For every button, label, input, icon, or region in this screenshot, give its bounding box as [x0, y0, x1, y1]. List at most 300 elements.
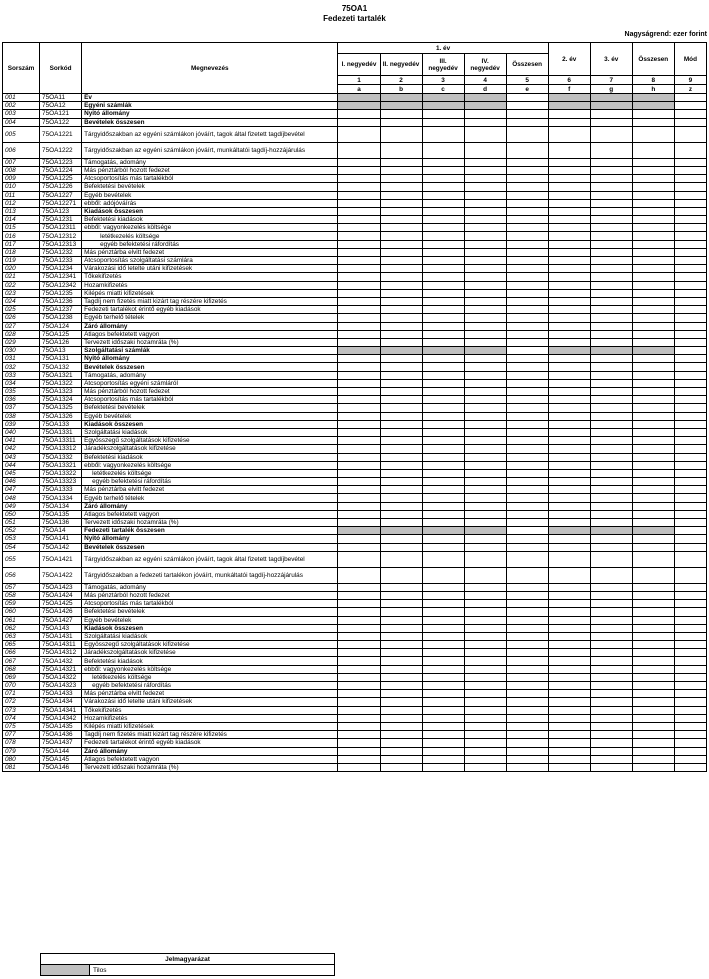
cell-value[interactable]	[338, 224, 380, 232]
cell-value[interactable]	[632, 624, 674, 632]
cell-value[interactable]	[422, 657, 464, 665]
cell-value[interactable]	[338, 322, 380, 330]
cell-value[interactable]	[548, 755, 590, 763]
cell-value[interactable]	[422, 396, 464, 404]
cell-value[interactable]	[674, 641, 706, 649]
cell-value[interactable]	[506, 428, 548, 436]
cell-value[interactable]	[422, 437, 464, 445]
cell-value[interactable]	[506, 371, 548, 379]
cell-value[interactable]	[338, 158, 380, 166]
cell-value[interactable]	[464, 519, 506, 527]
cell-value[interactable]	[422, 232, 464, 240]
cell-value[interactable]	[338, 445, 380, 453]
cell-value[interactable]	[506, 527, 548, 535]
cell-value[interactable]	[548, 453, 590, 461]
cell-value[interactable]	[464, 420, 506, 428]
cell-value[interactable]	[380, 747, 422, 755]
cell-value[interactable]	[380, 494, 422, 502]
cell-value[interactable]	[632, 355, 674, 363]
cell-value[interactable]	[380, 314, 422, 322]
cell-value[interactable]	[380, 412, 422, 420]
cell-value[interactable]	[590, 739, 632, 747]
cell-value[interactable]	[464, 706, 506, 714]
cell-value[interactable]	[380, 183, 422, 191]
cell-value[interactable]	[506, 616, 548, 624]
cell-value[interactable]	[632, 207, 674, 215]
cell-value[interactable]	[548, 412, 590, 420]
cell-value[interactable]	[380, 224, 422, 232]
cell-value[interactable]	[422, 665, 464, 673]
cell-value[interactable]	[548, 551, 590, 567]
cell-value[interactable]	[590, 714, 632, 722]
cell-value[interactable]	[632, 306, 674, 314]
cell-value[interactable]	[590, 158, 632, 166]
cell-value[interactable]	[380, 338, 422, 346]
cell-value[interactable]	[506, 102, 548, 110]
cell-value[interactable]	[380, 445, 422, 453]
cell-value[interactable]	[548, 322, 590, 330]
cell-value[interactable]	[632, 616, 674, 624]
cell-value[interactable]	[548, 396, 590, 404]
cell-value[interactable]	[548, 543, 590, 551]
cell-value[interactable]	[338, 714, 380, 722]
cell-value[interactable]	[464, 404, 506, 412]
cell-value[interactable]	[590, 224, 632, 232]
cell-value[interactable]	[380, 535, 422, 543]
cell-value[interactable]	[422, 224, 464, 232]
cell-value[interactable]	[338, 388, 380, 396]
cell-value[interactable]	[380, 641, 422, 649]
cell-value[interactable]	[674, 469, 706, 477]
cell-value[interactable]	[422, 510, 464, 518]
cell-value[interactable]	[548, 665, 590, 673]
cell-value[interactable]	[548, 747, 590, 755]
cell-value[interactable]	[674, 396, 706, 404]
cell-value[interactable]	[422, 731, 464, 739]
cell-value[interactable]	[338, 420, 380, 428]
cell-value[interactable]	[380, 591, 422, 599]
cell-value[interactable]	[464, 437, 506, 445]
cell-value[interactable]	[632, 248, 674, 256]
cell-value[interactable]	[506, 396, 548, 404]
cell-value[interactable]	[590, 722, 632, 730]
cell-value[interactable]	[380, 257, 422, 265]
cell-value[interactable]	[338, 297, 380, 305]
cell-value[interactable]	[380, 175, 422, 183]
cell-value[interactable]	[338, 175, 380, 183]
cell-value[interactable]	[590, 363, 632, 371]
cell-value[interactable]	[590, 641, 632, 649]
cell-value[interactable]	[506, 412, 548, 420]
cell-value[interactable]	[548, 306, 590, 314]
cell-value[interactable]	[590, 486, 632, 494]
cell-value[interactable]	[380, 600, 422, 608]
cell-value[interactable]	[674, 412, 706, 420]
cell-value[interactable]	[674, 297, 706, 305]
cell-value[interactable]	[674, 543, 706, 551]
cell-value[interactable]	[548, 363, 590, 371]
cell-value[interactable]	[674, 199, 706, 207]
cell-value[interactable]	[506, 608, 548, 616]
cell-value[interactable]	[338, 600, 380, 608]
cell-value[interactable]	[464, 371, 506, 379]
cell-value[interactable]	[548, 469, 590, 477]
cell-value[interactable]	[464, 698, 506, 706]
cell-value[interactable]	[506, 624, 548, 632]
cell-value[interactable]	[380, 731, 422, 739]
cell-value[interactable]	[380, 453, 422, 461]
cell-value[interactable]	[590, 110, 632, 118]
cell-value[interactable]	[380, 673, 422, 681]
cell-value[interactable]	[632, 747, 674, 755]
cell-value[interactable]	[464, 126, 506, 142]
cell-value[interactable]	[674, 338, 706, 346]
cell-value[interactable]	[380, 232, 422, 240]
cell-value[interactable]	[338, 363, 380, 371]
cell-value[interactable]	[590, 289, 632, 297]
cell-value[interactable]	[632, 232, 674, 240]
cell-value[interactable]	[506, 265, 548, 273]
cell-value[interactable]	[422, 649, 464, 657]
cell-value[interactable]	[464, 714, 506, 722]
cell-value[interactable]	[506, 502, 548, 510]
cell-value[interactable]	[674, 102, 706, 110]
cell-value[interactable]	[506, 322, 548, 330]
cell-value[interactable]	[506, 747, 548, 755]
cell-value[interactable]	[548, 731, 590, 739]
cell-value[interactable]	[506, 388, 548, 396]
cell-value[interactable]	[464, 739, 506, 747]
cell-value[interactable]	[422, 314, 464, 322]
cell-value[interactable]	[380, 142, 422, 158]
cell-value[interactable]	[506, 158, 548, 166]
cell-value[interactable]	[338, 248, 380, 256]
cell-value[interactable]	[380, 110, 422, 118]
cell-value[interactable]	[674, 657, 706, 665]
cell-value[interactable]	[464, 428, 506, 436]
cell-value[interactable]	[506, 657, 548, 665]
cell-value[interactable]	[632, 338, 674, 346]
cell-value[interactable]	[506, 486, 548, 494]
cell-value[interactable]	[506, 690, 548, 698]
cell-value[interactable]	[422, 535, 464, 543]
cell-value[interactable]	[632, 665, 674, 673]
cell-value[interactable]	[422, 494, 464, 502]
cell-value[interactable]	[548, 690, 590, 698]
cell-value[interactable]	[422, 199, 464, 207]
cell-value[interactable]	[380, 722, 422, 730]
cell-value[interactable]	[422, 567, 464, 583]
cell-value[interactable]	[590, 632, 632, 640]
cell-value[interactable]	[674, 502, 706, 510]
cell-value[interactable]	[422, 158, 464, 166]
cell-value[interactable]	[590, 281, 632, 289]
cell-value[interactable]	[506, 461, 548, 469]
cell-value[interactable]	[548, 502, 590, 510]
cell-value[interactable]	[338, 453, 380, 461]
cell-value[interactable]	[632, 199, 674, 207]
cell-value[interactable]	[506, 94, 548, 102]
cell-value[interactable]	[380, 289, 422, 297]
cell-value[interactable]	[632, 191, 674, 199]
cell-value[interactable]	[674, 248, 706, 256]
cell-value[interactable]	[380, 624, 422, 632]
cell-value[interactable]	[674, 404, 706, 412]
cell-value[interactable]	[632, 110, 674, 118]
cell-value[interactable]	[338, 338, 380, 346]
cell-value[interactable]	[380, 486, 422, 494]
cell-value[interactable]	[548, 314, 590, 322]
cell-value[interactable]	[632, 240, 674, 248]
cell-value[interactable]	[422, 690, 464, 698]
cell-value[interactable]	[590, 747, 632, 755]
cell-value[interactable]	[464, 469, 506, 477]
cell-value[interactable]	[338, 649, 380, 657]
cell-value[interactable]	[338, 478, 380, 486]
cell-value[interactable]	[590, 461, 632, 469]
cell-value[interactable]	[464, 273, 506, 281]
cell-value[interactable]	[632, 363, 674, 371]
cell-value[interactable]	[506, 232, 548, 240]
cell-value[interactable]	[674, 126, 706, 142]
cell-value[interactable]	[464, 486, 506, 494]
cell-value[interactable]	[506, 722, 548, 730]
cell-value[interactable]	[338, 240, 380, 248]
cell-value[interactable]	[632, 388, 674, 396]
cell-value[interactable]	[674, 232, 706, 240]
cell-value[interactable]	[464, 412, 506, 420]
cell-value[interactable]	[464, 265, 506, 273]
cell-value[interactable]	[590, 469, 632, 477]
cell-value[interactable]	[464, 142, 506, 158]
cell-value[interactable]	[422, 166, 464, 174]
cell-value[interactable]	[380, 118, 422, 126]
cell-value[interactable]	[674, 347, 706, 355]
cell-value[interactable]	[380, 657, 422, 665]
cell-value[interactable]	[632, 632, 674, 640]
cell-value[interactable]	[674, 363, 706, 371]
cell-value[interactable]	[632, 216, 674, 224]
cell-value[interactable]	[632, 535, 674, 543]
cell-value[interactable]	[464, 379, 506, 387]
cell-value[interactable]	[548, 739, 590, 747]
cell-value[interactable]	[422, 240, 464, 248]
cell-value[interactable]	[338, 510, 380, 518]
cell-value[interactable]	[674, 632, 706, 640]
cell-value[interactable]	[338, 698, 380, 706]
cell-value[interactable]	[422, 486, 464, 494]
cell-value[interactable]	[548, 722, 590, 730]
cell-value[interactable]	[422, 297, 464, 305]
cell-value[interactable]	[548, 420, 590, 428]
cell-value[interactable]	[674, 649, 706, 657]
cell-value[interactable]	[548, 379, 590, 387]
cell-value[interactable]	[464, 330, 506, 338]
cell-value[interactable]	[506, 682, 548, 690]
cell-value[interactable]	[548, 355, 590, 363]
cell-value[interactable]	[464, 158, 506, 166]
cell-value[interactable]	[590, 232, 632, 240]
cell-value[interactable]	[548, 673, 590, 681]
cell-value[interactable]	[506, 649, 548, 657]
cell-value[interactable]	[464, 453, 506, 461]
cell-value[interactable]	[506, 641, 548, 649]
cell-value[interactable]	[548, 600, 590, 608]
cell-value[interactable]	[380, 216, 422, 224]
cell-value[interactable]	[632, 297, 674, 305]
cell-value[interactable]	[464, 731, 506, 739]
cell-value[interactable]	[548, 445, 590, 453]
cell-value[interactable]	[338, 706, 380, 714]
cell-value[interactable]	[632, 371, 674, 379]
cell-value[interactable]	[590, 763, 632, 771]
cell-value[interactable]	[338, 616, 380, 624]
cell-value[interactable]	[506, 281, 548, 289]
cell-value[interactable]	[506, 453, 548, 461]
cell-value[interactable]	[590, 543, 632, 551]
cell-value[interactable]	[548, 616, 590, 624]
cell-value[interactable]	[632, 126, 674, 142]
cell-value[interactable]	[464, 166, 506, 174]
cell-value[interactable]	[632, 166, 674, 174]
cell-value[interactable]	[590, 191, 632, 199]
cell-value[interactable]	[464, 240, 506, 248]
cell-value[interactable]	[464, 248, 506, 256]
cell-value[interactable]	[590, 673, 632, 681]
cell-value[interactable]	[422, 478, 464, 486]
cell-value[interactable]	[548, 632, 590, 640]
cell-value[interactable]	[632, 265, 674, 273]
cell-value[interactable]	[422, 257, 464, 265]
cell-value[interactable]	[674, 94, 706, 102]
cell-value[interactable]	[674, 191, 706, 199]
cell-value[interactable]	[380, 714, 422, 722]
cell-value[interactable]	[590, 690, 632, 698]
cell-value[interactable]	[338, 330, 380, 338]
cell-value[interactable]	[422, 363, 464, 371]
cell-value[interactable]	[590, 583, 632, 591]
cell-value[interactable]	[380, 248, 422, 256]
cell-value[interactable]	[548, 224, 590, 232]
cell-value[interactable]	[338, 265, 380, 273]
cell-value[interactable]	[548, 428, 590, 436]
cell-value[interactable]	[548, 706, 590, 714]
cell-value[interactable]	[338, 739, 380, 747]
cell-value[interactable]	[590, 657, 632, 665]
cell-value[interactable]	[674, 698, 706, 706]
cell-value[interactable]	[338, 494, 380, 502]
cell-value[interactable]	[380, 199, 422, 207]
cell-value[interactable]	[422, 207, 464, 215]
cell-value[interactable]	[674, 527, 706, 535]
cell-value[interactable]	[422, 591, 464, 599]
cell-value[interactable]	[632, 379, 674, 387]
cell-value[interactable]	[506, 257, 548, 265]
cell-value[interactable]	[422, 289, 464, 297]
cell-value[interactable]	[632, 445, 674, 453]
cell-value[interactable]	[674, 142, 706, 158]
cell-value[interactable]	[506, 437, 548, 445]
cell-value[interactable]	[422, 191, 464, 199]
cell-value[interactable]	[632, 682, 674, 690]
cell-value[interactable]	[632, 281, 674, 289]
cell-value[interactable]	[464, 289, 506, 297]
cell-value[interactable]	[674, 591, 706, 599]
cell-value[interactable]	[548, 567, 590, 583]
cell-value[interactable]	[590, 445, 632, 453]
cell-value[interactable]	[548, 175, 590, 183]
cell-value[interactable]	[674, 739, 706, 747]
cell-value[interactable]	[674, 510, 706, 518]
cell-value[interactable]	[632, 510, 674, 518]
cell-value[interactable]	[380, 273, 422, 281]
cell-value[interactable]	[548, 338, 590, 346]
cell-value[interactable]	[674, 216, 706, 224]
cell-value[interactable]	[632, 175, 674, 183]
cell-value[interactable]	[422, 371, 464, 379]
cell-value[interactable]	[506, 535, 548, 543]
cell-value[interactable]	[380, 207, 422, 215]
cell-value[interactable]	[548, 216, 590, 224]
cell-value[interactable]	[380, 240, 422, 248]
cell-value[interactable]	[338, 502, 380, 510]
cell-value[interactable]	[506, 126, 548, 142]
cell-value[interactable]	[422, 281, 464, 289]
cell-value[interactable]	[338, 673, 380, 681]
cell-value[interactable]	[548, 142, 590, 158]
cell-value[interactable]	[548, 657, 590, 665]
cell-value[interactable]	[590, 118, 632, 126]
cell-value[interactable]	[506, 543, 548, 551]
cell-value[interactable]	[422, 551, 464, 567]
cell-value[interactable]	[506, 330, 548, 338]
cell-value[interactable]	[506, 248, 548, 256]
cell-value[interactable]	[422, 118, 464, 126]
cell-value[interactable]	[632, 690, 674, 698]
cell-value[interactable]	[674, 355, 706, 363]
cell-value[interactable]	[338, 379, 380, 387]
cell-value[interactable]	[632, 494, 674, 502]
cell-value[interactable]	[506, 706, 548, 714]
cell-value[interactable]	[590, 731, 632, 739]
cell-value[interactable]	[632, 420, 674, 428]
cell-value[interactable]	[632, 739, 674, 747]
cell-value[interactable]	[422, 388, 464, 396]
cell-value[interactable]	[590, 265, 632, 273]
cell-value[interactable]	[464, 608, 506, 616]
cell-value[interactable]	[590, 437, 632, 445]
cell-value[interactable]	[632, 649, 674, 657]
cell-value[interactable]	[506, 714, 548, 722]
cell-value[interactable]	[548, 624, 590, 632]
cell-value[interactable]	[464, 281, 506, 289]
cell-value[interactable]	[548, 191, 590, 199]
cell-value[interactable]	[674, 747, 706, 755]
cell-value[interactable]	[380, 428, 422, 436]
cell-value[interactable]	[380, 739, 422, 747]
cell-value[interactable]	[674, 437, 706, 445]
cell-value[interactable]	[464, 690, 506, 698]
cell-value[interactable]	[548, 510, 590, 518]
cell-value[interactable]	[590, 412, 632, 420]
cell-value[interactable]	[632, 158, 674, 166]
cell-value[interactable]	[632, 641, 674, 649]
cell-value[interactable]	[506, 731, 548, 739]
cell-value[interactable]	[506, 763, 548, 771]
cell-value[interactable]	[590, 330, 632, 338]
cell-value[interactable]	[380, 469, 422, 477]
cell-value[interactable]	[422, 142, 464, 158]
